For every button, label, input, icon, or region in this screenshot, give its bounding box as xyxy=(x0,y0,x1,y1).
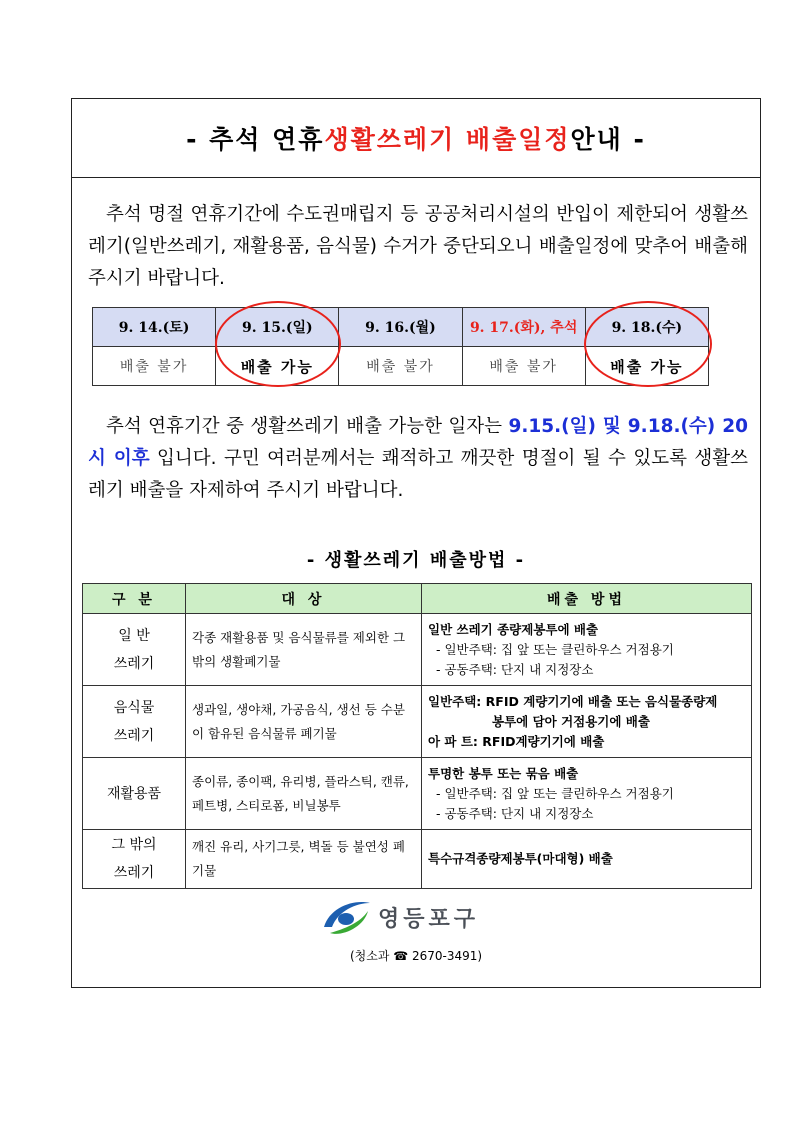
category-label: 음식물 xyxy=(113,699,155,716)
title-suffix: 안내 - xyxy=(570,125,646,154)
target-cell: 깨진 유리, 사기그릇, 벽돌 등 불연성 폐기물 xyxy=(186,830,422,889)
notice-highlight-dates: 9.15.(일) 및 9.18.(수) 20시 이후 xyxy=(88,416,748,469)
schedule-dates-row xyxy=(93,308,709,347)
title-prefix: - 추석 연휴 xyxy=(186,125,325,154)
category-label: 쓰레기 xyxy=(113,727,155,744)
method-row-general xyxy=(83,614,752,686)
method-row-other xyxy=(83,830,752,889)
method-main: 특수규격종량제봉투(마대형) 배출 xyxy=(428,851,613,866)
schedule-table xyxy=(92,307,709,386)
schedule-date: 9. 15.(일) xyxy=(216,308,339,347)
category-cell xyxy=(83,614,186,686)
header-target: 대 상 xyxy=(186,584,422,614)
header-category: 구 분 xyxy=(83,584,186,614)
schedule-status: 배출 불가 xyxy=(462,347,585,386)
notice-frame xyxy=(71,98,761,988)
target-cell: 생과일, 생야채, 가공음식, 생선 등 수분이 함유된 음식물류 폐기물 xyxy=(186,686,422,758)
method-line: - 일반주택: 집 앞 또는 클린하우스 거점용기 xyxy=(436,785,674,801)
category-label: 그 밖의 xyxy=(111,837,157,853)
category-label: 쓰레기 xyxy=(113,865,155,881)
header-method: 배출 방법 xyxy=(422,584,752,614)
notice-text-1: 추석 연휴기간 중 생활쓰레기 배출 가능한 일자는 xyxy=(106,416,509,437)
method-line: 봉투에 담아 거점용기에 배출 xyxy=(492,713,650,729)
category-cell xyxy=(83,686,186,758)
notice-text-2: 입니다. 구민 여러분께서는 쾌적하고 깨끗한 명절이 될 수 있도록 생활쓰레기 배출을 자제하여 주시기 바랍니다. xyxy=(88,448,748,501)
method-cell xyxy=(422,686,752,758)
contact-info: (청소과 ☎ 2670-3491) xyxy=(349,949,483,963)
category-label: 일 반 xyxy=(118,627,150,644)
schedule-status-available: 배출 가능 xyxy=(585,347,708,386)
category-label: 재활용품 xyxy=(106,785,162,802)
method-line: - 공동주택: 단지 내 지정장소 xyxy=(436,805,594,821)
schedule-status-available: 배출 가능 xyxy=(216,347,339,386)
method-cell xyxy=(422,758,752,830)
method-cell xyxy=(422,830,752,889)
intro-text: 추석 명절 연휴기간에 수도권매립지 등 공공처리시설의 반입이 제한되어 생활쓰레기(일반쓰레기, 재활용품, 음식물) 수거가 중단되오니 배출일정에 맞추어 배출해주시기 바랍니다. xyxy=(88,204,748,289)
schedule-date: 9. 18.(수) xyxy=(585,308,708,347)
method-row-food xyxy=(83,686,752,758)
target-cell: 종이류, 종이팩, 유리병, 플라스틱, 캔류, 페트병, 스티로폼, 비닐봉투 xyxy=(186,758,422,830)
method-line: - 일반주택: 집 앞 또는 클린하우스 거점용기 xyxy=(436,641,674,657)
logo-text: 영등포구 xyxy=(378,906,480,932)
category-cell xyxy=(83,758,186,830)
schedule-date: 9. 14.(토) xyxy=(93,308,216,347)
schedule-date-holiday: 9. 17.(화), 추석 xyxy=(462,308,585,347)
method-line: - 공동주택: 단지 내 지정장소 xyxy=(436,661,594,677)
yeongdeungpo-emblem-icon xyxy=(320,897,372,937)
disposal-method-table xyxy=(82,583,752,889)
schedule-status: 배출 불가 xyxy=(339,347,462,386)
schedule-status-row xyxy=(93,347,709,386)
intro-paragraph xyxy=(88,199,748,295)
method-header-row xyxy=(83,584,752,614)
method-line: 아 파 트: RFID계량기기에 배출 xyxy=(428,733,605,749)
schedule-date: 9. 16.(월) xyxy=(339,308,462,347)
target-cell: 각종 재활용품 및 음식물류를 제외한 그 밖의 생활폐기물 xyxy=(186,614,422,686)
method-main: 일반 쓰레기 종량제봉투에 배출 xyxy=(428,621,599,637)
category-label: 쓰레기 xyxy=(113,655,155,672)
method-section-title: - 생활쓰레기 배출방법 - xyxy=(306,550,526,571)
schedule-status: 배출 불가 xyxy=(93,347,216,386)
category-cell xyxy=(83,830,186,889)
method-cell xyxy=(422,614,752,686)
method-row-recycle xyxy=(83,758,752,830)
page-title xyxy=(72,99,760,178)
method-main: 투명한 봉투 또는 묶음 배출 xyxy=(428,765,579,781)
district-logo xyxy=(320,897,479,937)
title-highlight: 생활쓰레기 배출일정 xyxy=(324,125,571,154)
method-line: 일반주택: RFID 계량기기에 배출 또는 음식물종량제 xyxy=(428,693,718,709)
notice-paragraph xyxy=(88,411,748,507)
